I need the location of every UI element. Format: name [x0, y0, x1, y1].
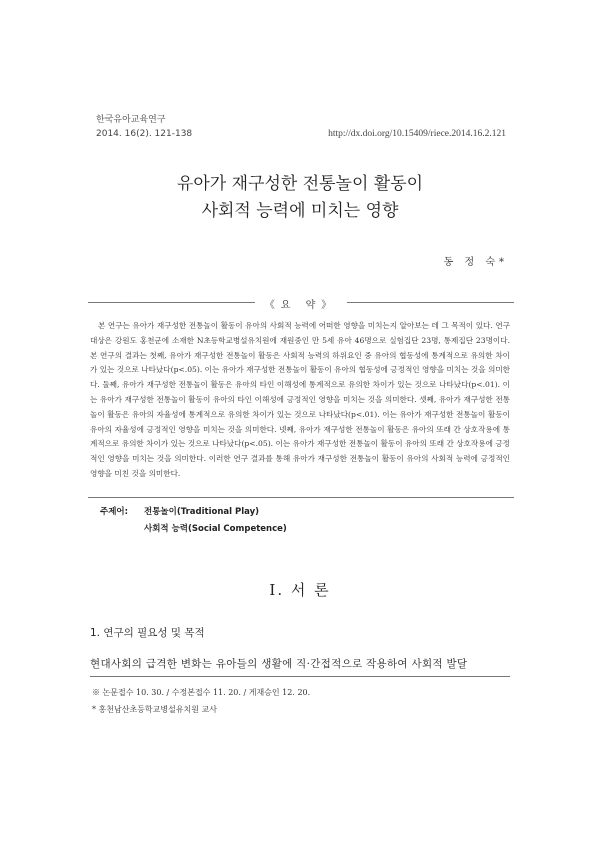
abstract-heading: 《요 약》 [255, 300, 348, 311]
keywords [100, 504, 287, 538]
keywords-row-1 [100, 504, 287, 521]
abstract-box [88, 302, 514, 498]
doi-link[interactable]: http://dx.doi.org/10.15409/riece.2014.16.2.121 [328, 129, 506, 139]
journal-header [96, 113, 506, 141]
title-line-1: 유아가 재구성한 전통놀이 활동이 [176, 174, 424, 194]
keywords-spacer [100, 521, 144, 538]
footnote-affiliation: * 홍천남산초등학교병설유치원 교사 [92, 705, 218, 714]
journal-name: 한국유아교육연구 [96, 115, 166, 125]
footnote-divider [90, 676, 510, 677]
keywords-row-2 [100, 521, 287, 538]
abstract-heading-wrap [88, 293, 514, 312]
journal-citation: 2014. 16(2). 121-138 [96, 129, 193, 139]
subsection-heading: 1. 연구의 필요성 및 목적 [90, 627, 205, 639]
section-heading: Ⅰ. 서 론 [269, 581, 331, 599]
footnote-received: ※ 논문접수 10. 30. / 수정본접수 11. 20. / 게재승인 12. 20. [92, 688, 311, 697]
abstract-text: 본 연구는 유아가 재구성한 전통놀이 활동이 유아의 사회적 능력에 어떠한 영향을 미치는지 알아보는 데 그 목적이 있다. 연구 대상은 강원도 홍천군에 소재한 N초등학교병설유치원에 재원중인 만 5세 유아 46명으로 실험집단 23명, 통제집단 23명이다. 본 연구의 결과는 첫째, 유아가 재구성한 전통놀이 활동은 사회적 능력의 하위요인 중 유아의 협동성에 통계적으로 유의한 차이가 있는 것으로 나타났다(p<.05). 이는 유아가 재구성한 전통놀이 활동이 유아의 협동성에 긍정적인 영향을 미치는 것을 의미한다. 둘째, 유아가 재구성한 전통놀이 활동은 유아의 타인 이해성에 통계적으로 유의한 차이가 있는 것으로 나타났다(p<.01). 이는 유아가 재구성한 전통놀이 활동이 유아의 타인 이해성에 긍정적인 영향을 미치는 것을 의미한다. 셋째, 유아가 재구성한 전통놀이 활동은 유아의 자율성에 통계적으로 유의한 차이가 있는 것으로 나타났다(p<.01). 이는 유아가 재구성한 전통놀이 활동이 유아의 자율성에 긍정적인 영향을 미치는 것을 의미한다. 넷째, 유아가 재구성한 전통놀이 활동은 유아의 또래 간 상호작용에 통계적으로 유의한 차이가 있는 것으로 나타났다(p<.05). 이는 유아가 재구성한 전통놀이 활동이 유아의 또래 간 상호작용에 긍정적인 영향을 미치는 것을 의미한다. 이러한 연구 결과를 통해 유아가 재구성한 전통놀이 활동이 유아의 사회적 능력에 긍정적인 영향을 미친 것을 의미한다. [90, 321, 510, 478]
keywords-label: 주제어: [100, 507, 129, 517]
footnotes [92, 684, 310, 718]
body-paragraph: 현대사회의 급격한 변화는 유아들의 생활에 직·간접적으로 작용하여 사회적 발달 [90, 658, 468, 670]
journal-citation-row [96, 127, 506, 141]
keyword-1: 전통놀이(Traditional Play) [144, 507, 260, 517]
author-name: 동 정 숙* [443, 257, 508, 268]
keyword-2: 사회적 능력(Social Competence) [144, 524, 287, 534]
title-line-2: 사회적 능력에 미치는 영향 [201, 201, 399, 221]
paper-title [0, 171, 600, 225]
